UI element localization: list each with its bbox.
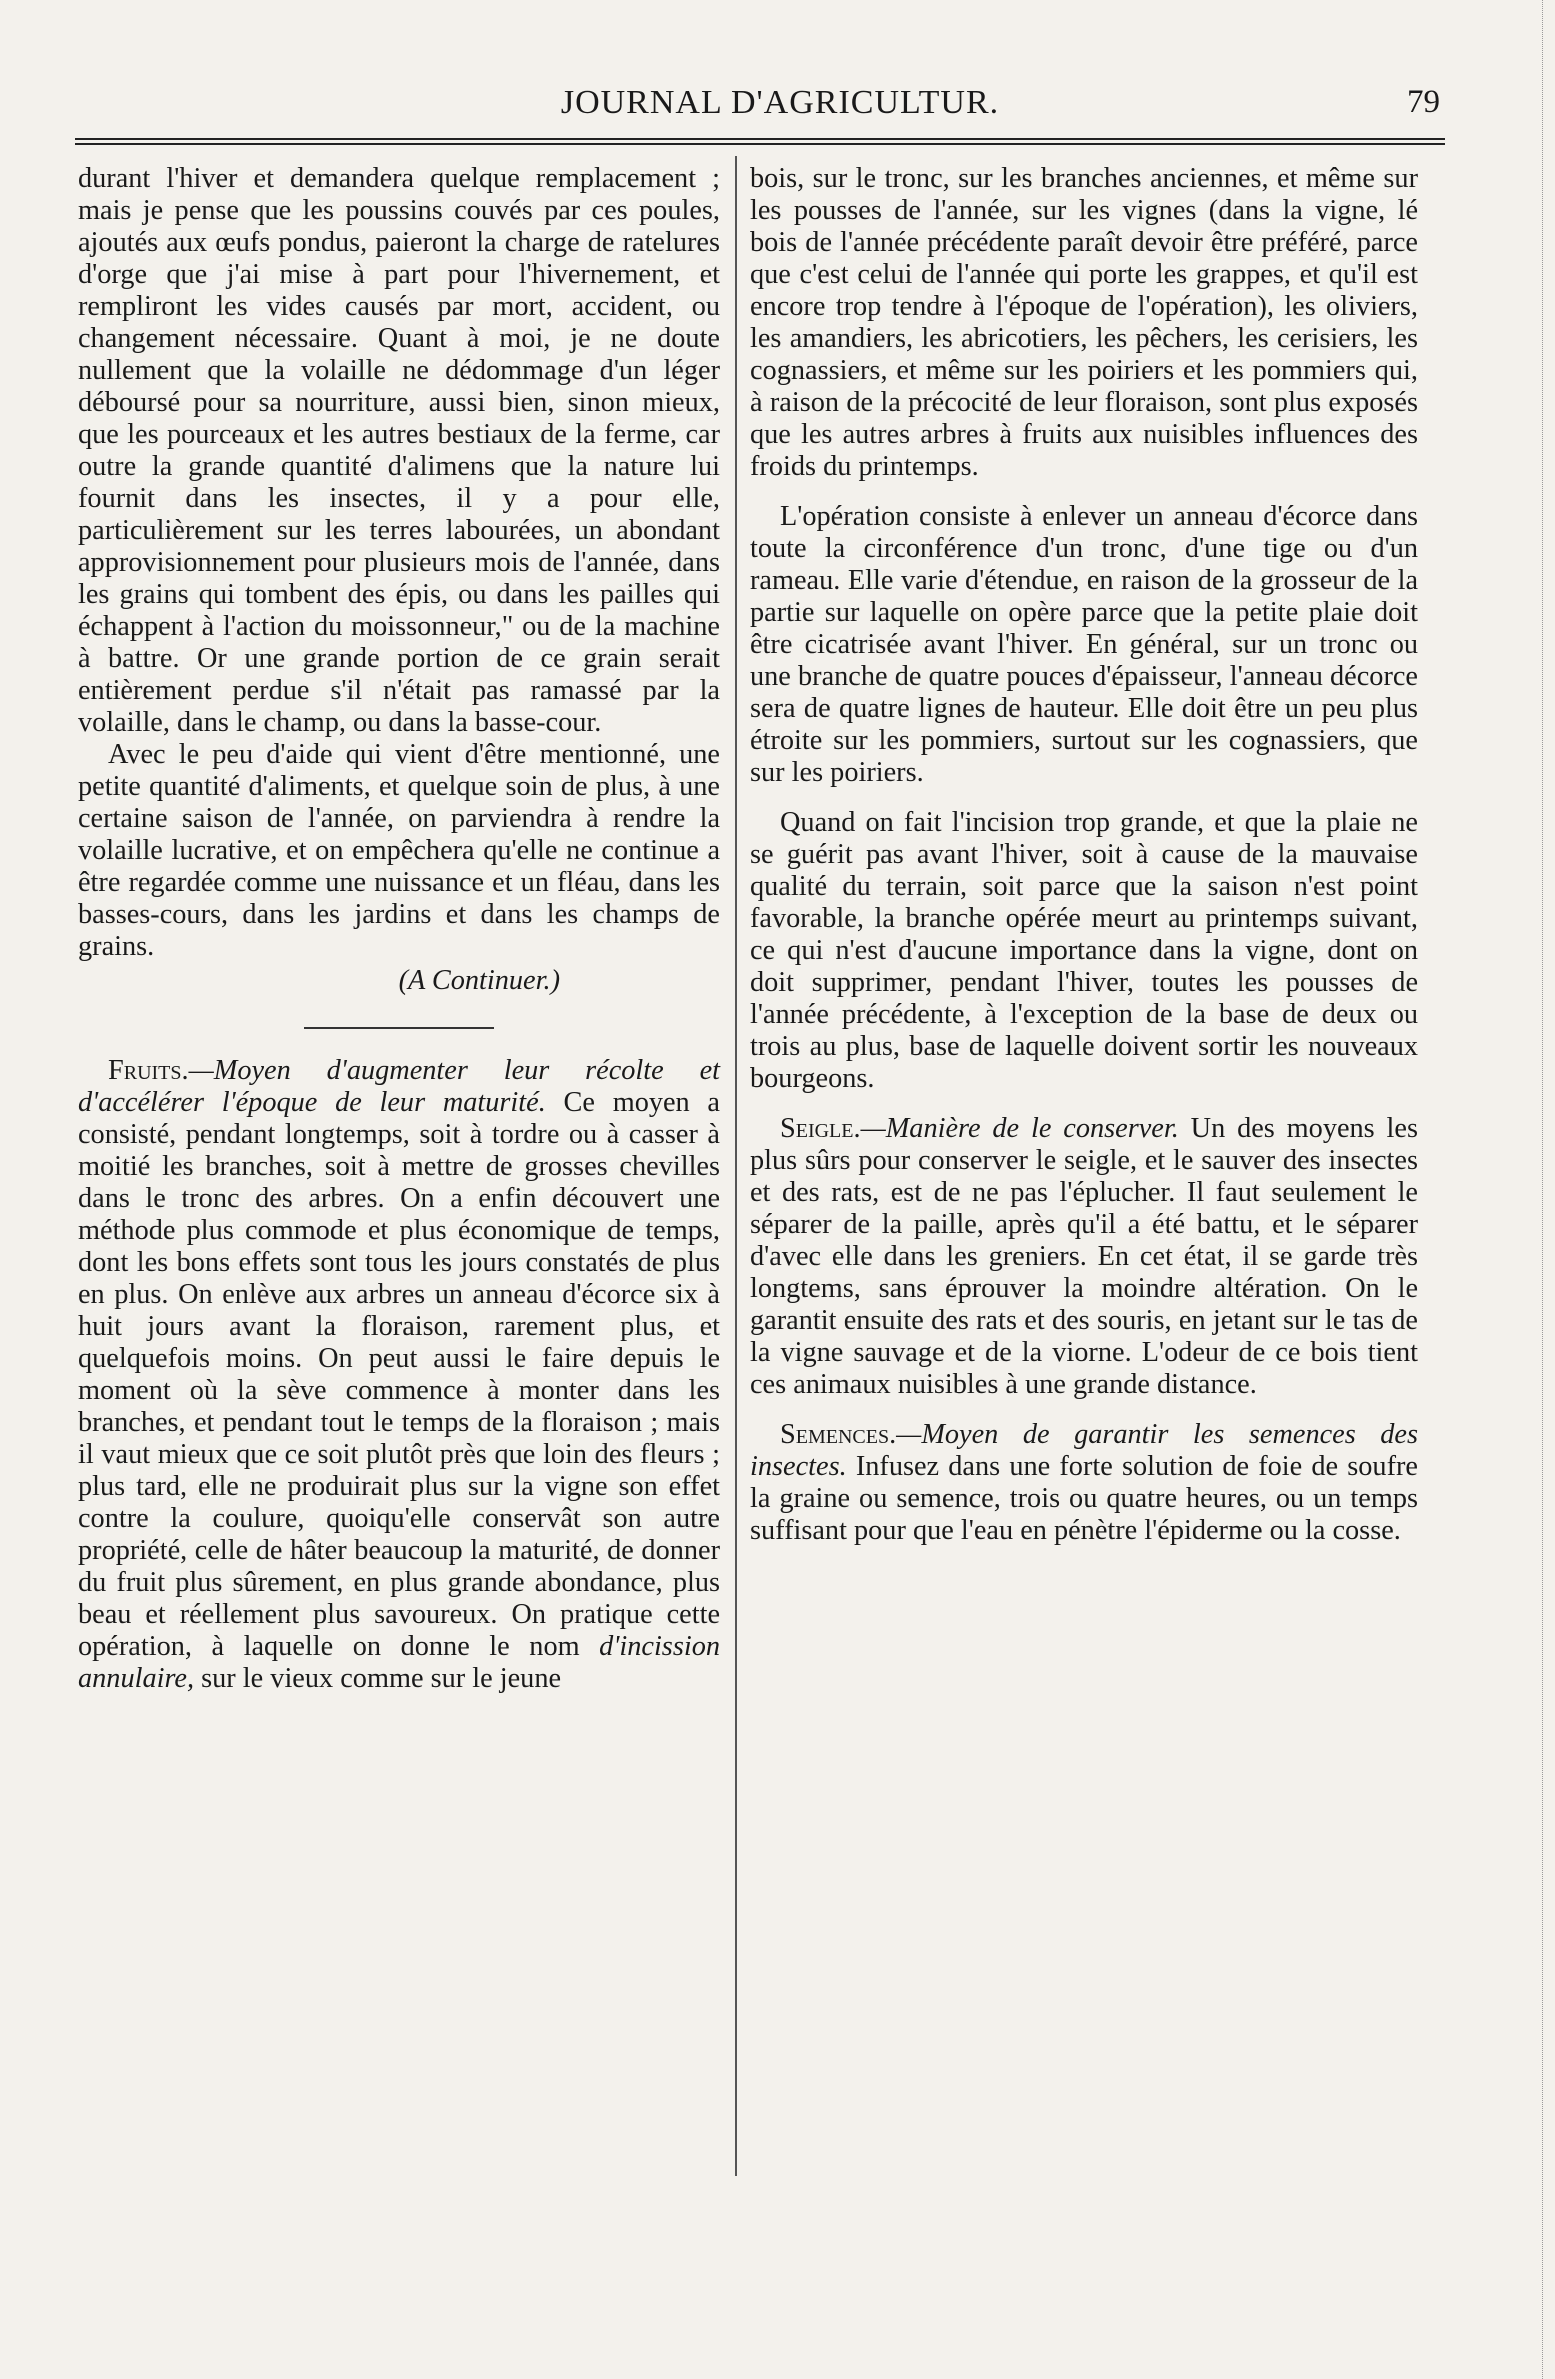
fruits-article — [78, 1055, 720, 1695]
column-divider — [735, 156, 737, 2176]
page-number: 79 — [1407, 84, 1440, 120]
running-header-title: JOURNAL D'AGRICULTUR. — [560, 84, 1000, 121]
header-rule-bottom — [75, 143, 1445, 145]
seigle-article — [750, 1113, 1418, 1401]
fruits-subtitle: —Moyen d'augmenter leur récolte et d'accélérer l'époque de leur maturité. — [78, 1055, 720, 1118]
poultry-paragraph-conclusion: Avec le peu d'aide qui vient d'être mentionné, une petite quantité d'aliments, et quelque soin de plus, à une certaine saison de l'année, on parviendra à rendre la volaille lucrative, et on empêchera qu'elle ne continue a être regardée comme une nuissance et un fléau, dans les basses-cours, dans les jardins et dans les champs de grains. — [78, 739, 720, 962]
operation-paragraph: L'opération consiste à enlever un anneau d'écorce dans toute la circonférence d'un tronc, d'une tige ou d'un rameau. Elle varie d'étendue, en raison de la grosseur de la partie sur laquelle on opère parce que la petite plaie doit être cicatrisée avant l'hiver. En général, sur un tronc ou une branche de quatre pouces d'épaisseur, l'anneau décorce sera de quatre lignes de hauteur. Elle doit être un peu plus étroite sur les pommiers, surtout sur les cognassiers, que sur les poiriers. — [750, 501, 1418, 788]
to-be-continued-note: (A Continuer.) — [398, 965, 560, 996]
semences-subtitle: —Moyen de garantir les semences des insectes. — [750, 1419, 1418, 1482]
fruits-heading: Fruits. — [108, 1055, 189, 1086]
fruits-term: d'incission annulaire, — [78, 1631, 720, 1694]
incision-paragraph: Quand on fait l'incision trop grande, et que la plaie ne se guérit pas avant l'hiver, soit à cause de la mauvaise qualité du terrain, soit parce que la saison n'est point favorable, la branche opérée meurt au printemps suivant, ce qui n'est d'aucune importance dans la vigne, dont on doit supprimer, pendant l'hiver, toutes les pousses de l'année précédente, à l'exception de la base de deux ou trois au plus, base de laquelle doivent sortir les nouveaux bourgeons. — [750, 807, 1418, 1094]
poultry-paragraph-continued: durant l'hiver et demandera quelque remplacement ; mais je pense que les poussins couvés par ces poules, ajoutés aux œufs pondus, paieront la charge de ratelures d'orge que j'ai mise à part pour l'hivernement, et rempliront les vides causés par mort, accident, ou changement nécessaire. Quant à moi, je ne doute nullement que la volaille ne dédommage d'un léger déboursé pour sa nourriture, aussi bien, sinon mieux, que les pourceaux et les autres bestiaux de la ferme, car outre la grande quantité d'alimens que la nature lui fournit dans les insectes, il y a pour elle, particulièrement sur les terres labourées, un abondant approvisionnement pour plusieurs mois de l'année, dans les grains qui tombent des épis, ou dans les pailles qui échappent à l'action du moissonneur," ou de la machine à battre. Or une grande portion de ce grain serait entièrement perdue s'il n'était pas ramassé par la volaille, dans le champ, ou dans la basse-cour. — [78, 163, 720, 738]
seigle-heading: Seigle. — [780, 1113, 861, 1144]
page-edge — [1542, 0, 1543, 2379]
left-column — [78, 163, 720, 1695]
section-separator — [304, 1027, 494, 1029]
seigle-subtitle: —Manière de le conserver. — [860, 1113, 1179, 1144]
fruits-body: Ce moyen a consisté, pendant longtemps, soit à tordre ou à casser à moitié les branches, soit à mettre de grosses chevilles dans le tronc des arbres. On a enfin découvert une méthode plus commode et plus économique de temps, dont les bons effets sont tous les jours constatés de plus en plus. On enlève aux arbres un anneau d'écorce six à huit jours avant la floraison, rarement plus, et quelquefois moins. On peut aussi le faire depuis le moment où la sève commence à monter dans les branches, et pendant tout le temps de la floraison ; mais il vaut mieux que ce soit plutôt près que loin des fleurs ; plus tard, elle ne produirait plus sur la vigne son effet contre la coulure, quoiqu'elle conservât son autre propriété, celle de hâter beaucoup la maturité, de donner du fruit plus sûrement, en plus grande abondance, plus beau et réellement plus savoureux. On pratique cette opération, à laquelle on donne le nom — [78, 1087, 720, 1662]
fruits-continued-paragraph: bois, sur le tronc, sur les branches anciennes, et même sur les pousses de l'année, sur les vignes (dans la vigne, lé bois de l'année précédente paraît devoir être préféré, parce que c'est celui de l'année qui porte les grappes, et qu'il est encore trop tendre à l'époque de l'opération), les oliviers, les amandiers, les abricotiers, les pêchers, les cerisiers, les cognassiers, et même sur les poiriers et les pommiers qui, à raison de la précocité de leur floraison, sont plus exposés que les autres arbres à fruits aux nuisibles influences des froids du printemps. — [750, 163, 1418, 482]
header-rule-top — [75, 138, 1445, 140]
semences-article — [750, 1419, 1418, 1547]
right-column — [750, 163, 1418, 1547]
semences-heading: Semences. — [780, 1419, 897, 1450]
seigle-body: Un des moyens les plus sûrs pour conserver le seigle, et le sauver des insectes et des rats, est de ne pas l'éplucher. Il faut seulement le séparer de la paille, après qu'il a été battu, et le séparer d'avec elle dans les greniers. En cet état, il se garde très longtems, sans éprouver la moindre altération. On le garantit ensuite des rats et des souris, en jetant sur le tas de la vigne sauvage et de la viorne. L'odeur de ce bois tient ces animaux nuisibles à une grande distance. — [750, 1113, 1418, 1400]
fruits-body-end: sur le vieux comme sur le jeune — [194, 1663, 562, 1694]
semences-body: Infusez dans une forte solution de foie de soufre la graine ou semence, trois ou quatre heures, ou un temps suffisant pour que l'eau en pénètre l'épiderme ou la cosse. — [750, 1451, 1418, 1546]
